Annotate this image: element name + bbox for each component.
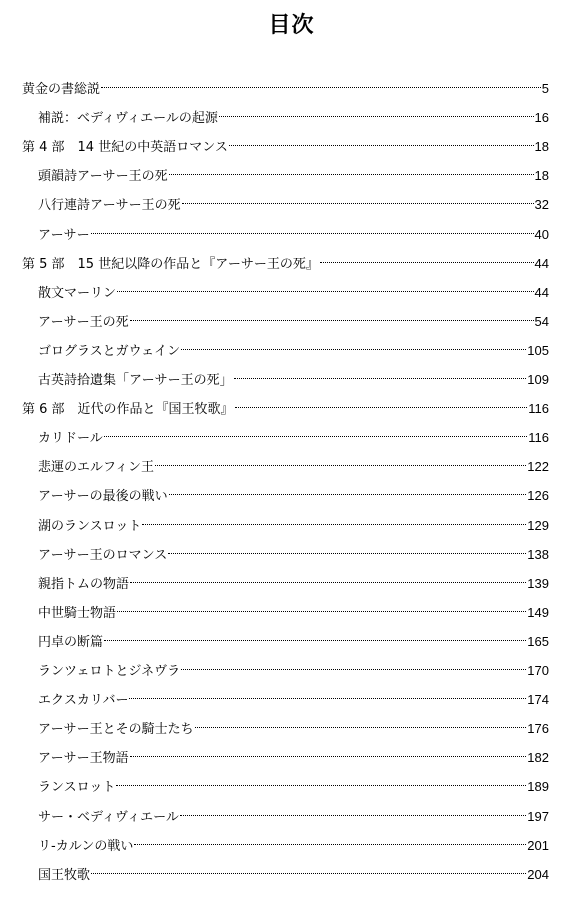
toc-entry[interactable] xyxy=(38,769,549,796)
dot-leader xyxy=(104,624,526,646)
dot-leader xyxy=(195,711,527,733)
toc-entry-label: リ-カルンの戦い xyxy=(38,838,134,854)
toc-entry-page-number: 201 xyxy=(527,837,549,853)
dot-leader xyxy=(142,508,526,530)
toc-entry[interactable] xyxy=(38,740,549,767)
dot-leader xyxy=(134,828,526,850)
dot-leader xyxy=(229,129,534,151)
toc-entry[interactable] xyxy=(38,275,549,301)
toc-entry-page-number: 116 xyxy=(528,401,549,417)
toc-entry[interactable] xyxy=(22,71,549,97)
dot-leader xyxy=(180,799,526,821)
dot-leader xyxy=(182,187,534,209)
toc-entry-page-number: 182 xyxy=(527,750,549,766)
toc-entry[interactable] xyxy=(38,537,549,563)
toc-entry[interactable] xyxy=(22,129,549,156)
dot-leader xyxy=(129,682,526,704)
toc-entry[interactable] xyxy=(38,100,549,127)
dot-leader xyxy=(155,449,526,471)
toc-entry[interactable] xyxy=(38,478,549,505)
dot-leader xyxy=(234,362,527,384)
toc-entry-page-number: 138 xyxy=(527,546,549,562)
toc-entry-label: 悲運のエルフィン王 xyxy=(38,460,154,476)
toc-entry-label: 親指トムの物語 xyxy=(38,576,130,592)
dot-leader xyxy=(219,100,534,122)
dot-leader xyxy=(169,158,534,180)
dot-leader xyxy=(104,420,528,442)
dot-leader xyxy=(117,275,534,297)
toc-entry[interactable] xyxy=(22,391,549,418)
toc-entry-label: 第 5 部 15 世紀以降の作品と『アーサー王の死』 xyxy=(22,256,319,272)
toc-entry[interactable] xyxy=(38,566,549,592)
toc-entry-page-number: 5 xyxy=(541,81,549,96)
toc-entry[interactable] xyxy=(38,682,549,709)
toc-entry-page-number: 44 xyxy=(534,255,549,271)
dot-leader xyxy=(130,304,534,326)
toc-entry-page-number: 197 xyxy=(527,808,549,824)
dot-leader xyxy=(169,478,527,500)
toc-entry-page-number: 174 xyxy=(527,692,549,708)
toc-entry-label: 第 6 部 近代の作品と『国王牧歌』 xyxy=(22,402,234,418)
toc-entry[interactable] xyxy=(38,449,549,476)
dot-leader xyxy=(168,537,526,559)
toc-entry[interactable] xyxy=(38,624,549,650)
toc-entry-label: アーサー王のロマンス xyxy=(38,547,168,563)
toc-entry[interactable] xyxy=(38,362,549,388)
dot-leader xyxy=(116,769,526,791)
toc-entry[interactable] xyxy=(38,799,549,825)
toc-entry[interactable] xyxy=(38,857,549,883)
toc-entry-label: カリドール xyxy=(38,431,103,447)
dot-leader xyxy=(181,653,526,675)
dot-leader xyxy=(235,391,528,413)
toc-entry-page-number: 54 xyxy=(534,313,549,329)
toc-entry-page-number: 109 xyxy=(527,372,549,387)
toc-entry[interactable] xyxy=(22,246,549,272)
toc-entry[interactable] xyxy=(38,187,549,214)
toc-entry-page-number: 126 xyxy=(527,488,549,504)
toc-entry-page-number: 122 xyxy=(527,459,549,475)
toc-entry-page-number: 129 xyxy=(527,517,549,533)
toc-entry-page-number: 165 xyxy=(527,633,549,649)
dot-leader xyxy=(101,71,541,93)
toc-entry-label: エクスカリバー xyxy=(38,693,129,709)
toc-entry-page-number: 204 xyxy=(527,866,549,882)
toc-entry-label: ランツェロトとジネヴラ xyxy=(38,664,181,679)
toc-entry[interactable] xyxy=(38,158,549,185)
toc-entry-page-number: 149 xyxy=(527,604,549,620)
toc-entry-page-number: 44 xyxy=(534,284,549,300)
toc-entry-label: アーサー xyxy=(38,227,90,243)
dot-leader xyxy=(117,595,526,617)
toc-entry[interactable] xyxy=(38,217,549,243)
dot-leader xyxy=(130,566,526,588)
dot-leader xyxy=(91,857,526,879)
toc-entry[interactable] xyxy=(38,304,549,330)
toc-entry-label: 頭韻詩アーサー王の死 xyxy=(38,169,168,185)
toc-entry-label: アーサーの最後の戦い xyxy=(38,489,168,505)
toc-entry-label: 補説：ベディヴィエールの起源 xyxy=(38,111,218,127)
toc-entry-label: 国王牧歌 xyxy=(38,867,91,883)
toc-entry-page-number: 40 xyxy=(534,226,549,242)
dot-leader xyxy=(91,217,534,239)
toc-entry-label: アーサー王の死 xyxy=(38,314,129,330)
toc-entry-label: 第 4 部 14 世紀の中英語ロマンス xyxy=(22,140,228,156)
toc-entry[interactable] xyxy=(38,828,549,854)
toc-entry-page-number: 170 xyxy=(527,663,549,678)
toc-entry[interactable] xyxy=(38,420,549,447)
toc-entry-label: 散文マーリン xyxy=(38,285,117,301)
toc-entry-page-number: 189 xyxy=(527,779,549,795)
toc-entry-label: 八行連詩アーサー王の死 xyxy=(38,198,181,214)
toc-entry-label: 円卓の断篇 xyxy=(38,634,104,650)
toc-entry-label: ゴログラスとガウェイン xyxy=(38,343,181,359)
page-title: 目次 xyxy=(268,13,315,38)
toc-entry-label: 古英詩拾遺集「アーサー王の死」 xyxy=(38,373,233,388)
toc-entry[interactable] xyxy=(38,333,549,359)
toc-entry-page-number: 176 xyxy=(527,721,549,737)
toc-entry-label: アーサー王物語 xyxy=(38,751,129,767)
toc-entry-label: 黄金の書総説 xyxy=(22,82,101,97)
toc-entry[interactable] xyxy=(38,653,549,679)
dot-leader xyxy=(130,740,527,762)
toc-entry-label: アーサー王とその騎士たち xyxy=(38,722,194,738)
toc-entry-label: サー・ベディヴィエール xyxy=(38,809,179,825)
toc-entry-page-number: 105 xyxy=(527,342,549,358)
toc-entry-label: ランスロット xyxy=(38,780,116,796)
toc-entry-page-number: 16 xyxy=(534,110,549,126)
toc-entry[interactable] xyxy=(38,711,549,738)
toc-entry-page-number: 32 xyxy=(534,197,549,213)
toc-entry[interactable] xyxy=(38,508,549,534)
dot-leader xyxy=(320,246,534,268)
toc-entry-page-number: 116 xyxy=(528,430,549,446)
toc-entry[interactable] xyxy=(38,595,549,621)
toc-entry-label: 中世騎士物語 xyxy=(38,605,117,621)
toc-entry-label: 湖のランスロット xyxy=(38,518,142,534)
dot-leader xyxy=(181,333,526,355)
toc-entry-page-number: 139 xyxy=(527,575,549,591)
toc-entry-page-number: 18 xyxy=(534,168,549,184)
toc-entry-page-number: 18 xyxy=(534,139,549,155)
